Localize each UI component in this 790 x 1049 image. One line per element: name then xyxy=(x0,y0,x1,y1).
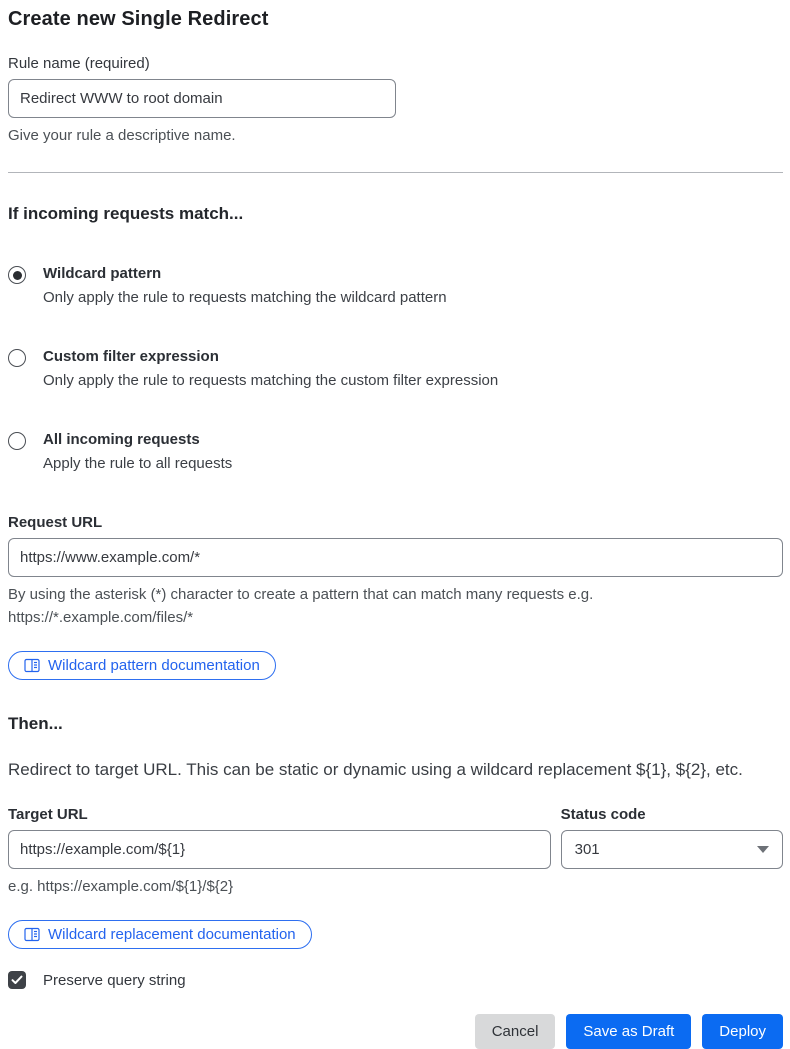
radio-description: Only apply the rule to requests matching the custom filter expression xyxy=(43,372,499,389)
wildcard-replacement-docs-button[interactable] xyxy=(8,920,312,949)
then-section-description: Redirect to target URL. This can be static or dynamic using a wildcard replacement ${1}, ${2}, etc. xyxy=(8,760,743,779)
request-url-section xyxy=(8,514,783,680)
radio-button-icon[interactable] xyxy=(8,266,26,284)
radio-option-all-incoming-requests[interactable] xyxy=(8,430,783,473)
target-url-helper: e.g. https://example.com/${1}/${2} xyxy=(8,878,234,895)
radio-description: Apply the rule to all requests xyxy=(43,455,233,472)
book-icon xyxy=(24,927,40,942)
request-url-label: Request URL xyxy=(8,514,103,531)
target-url-label: Target URL xyxy=(8,806,88,823)
deploy-button[interactable]: Deploy xyxy=(702,1014,783,1049)
radio-description: Only apply the rule to requests matching the wildcard pattern xyxy=(43,289,447,306)
then-section-heading: Then... xyxy=(8,714,63,733)
radio-button-icon[interactable] xyxy=(8,432,26,450)
rule-name-section xyxy=(8,55,783,147)
cancel-button[interactable]: Cancel xyxy=(475,1014,556,1049)
request-url-input[interactable] xyxy=(8,538,783,577)
match-section-heading: If incoming requests match... xyxy=(8,204,244,223)
target-row xyxy=(8,806,783,898)
rule-name-label: Rule name (required) xyxy=(8,55,150,72)
radio-label: Wildcard pattern xyxy=(43,265,162,282)
request-url-helper: By using the asterisk (*) character to create a pattern that can match many requests e.g. https://*.example.com/files/* xyxy=(8,586,594,626)
target-url-input[interactable] xyxy=(8,830,551,869)
preserve-query-string-label: Preserve query string xyxy=(43,971,186,989)
doc-button-label: Wildcard pattern documentation xyxy=(48,657,260,674)
match-type-radio-group xyxy=(8,264,783,473)
radio-option-wildcard-pattern[interactable] xyxy=(8,264,783,307)
rule-name-helper: Give your rule a descriptive name. xyxy=(8,127,236,144)
save-as-draft-button[interactable]: Save as Draft xyxy=(566,1014,691,1049)
page-title: Create new Single Redirect xyxy=(8,8,269,30)
checkbox-checked-icon[interactable] xyxy=(8,971,26,989)
status-code-value: 301 xyxy=(574,841,600,858)
rule-name-value: Redirect WWW to root domain xyxy=(20,90,223,107)
rule-name-input[interactable] xyxy=(8,79,396,118)
radio-label: Custom filter expression xyxy=(43,348,219,365)
wildcard-pattern-docs-button[interactable] xyxy=(8,651,276,680)
status-code-label: Status code xyxy=(560,806,646,823)
chevron-down-icon xyxy=(757,846,769,853)
book-icon xyxy=(24,658,40,673)
radio-option-custom-filter-expression[interactable] xyxy=(8,347,783,390)
radio-button-icon[interactable] xyxy=(8,349,26,367)
status-code-select[interactable] xyxy=(561,830,783,869)
footer-actions xyxy=(8,1014,783,1049)
radio-label: All incoming requests xyxy=(43,431,200,448)
doc-button-label: Wildcard replacement documentation xyxy=(48,926,296,943)
preserve-query-string-row[interactable] xyxy=(8,971,783,989)
target-url-value: https://example.com/${1} xyxy=(20,841,186,858)
request-url-value: https://www.example.com/* xyxy=(20,549,201,566)
section-divider xyxy=(8,172,783,173)
